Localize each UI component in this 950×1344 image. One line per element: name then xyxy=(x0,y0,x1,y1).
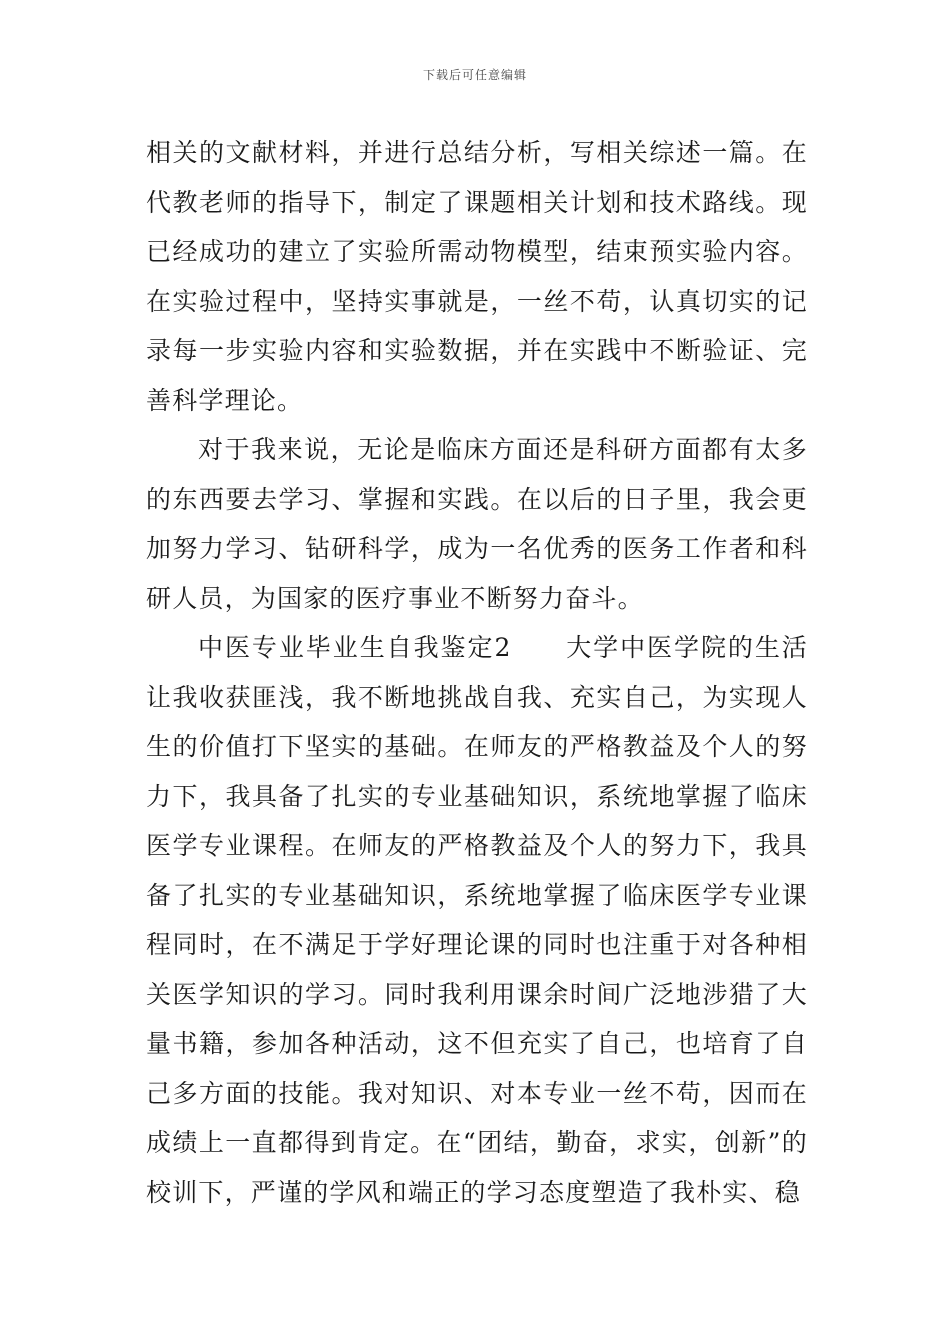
page-header: 下载后可任意编辑 xyxy=(422,68,527,82)
paragraph-self-evaluation-2: 中医专业毕业生自我鉴定2 大学中医学院的生活让我收获匪浅，我不断地挑战自我、充实自己，为实现人生的价值打下坚实的基础。在师友的严格教益及个人的努力下，我具备了扎实的专业基础知识，系统地掌握了临床医学专业课程。在师友的严格教益及个人的努力下，我具备了扎实的专业基础知识，系统地掌握了临床医学专业课程同时，在不满足于学好理论课的同时也注重于对各种相关医学知识的学习。同时我利用课余时间广泛地涉猎了大量书籍，参加各种活动，这不但充实了自己，也培育了自己多方面的技能。我对知识、对本专业一丝不苟，因而在成绩上一直都得到肯定。在“团结，勤奋，求实，创新”的校训下，严谨的学风和端正的学习态度塑造了我朴实、稳 xyxy=(146,633,808,1207)
paragraph-future-goals: 对于我来说，无论是临床方面还是科研方面都有太多的东西要去学习、掌握和实践。在以后的日子里，我会更加努力学习、钻研科学，成为一名优秀的医务工作者和科研人员，为国家的医疗事业不断努力奋斗。 xyxy=(146,435,808,613)
document-body xyxy=(146,128,808,1217)
paragraph-research-continuation: 相关的文献材料，并进行总结分析，写相关综述一篇。在代教老师的指导下，制定了课题相关计划和技术路线。现已经成功的建立了实验所需动物模型，结束预实验内容。在实验过程中，坚持实事就是，一丝不苟，认真切实的记录每一步实验内容和实验数据，并在实践中不断验证、完善科学理论。 xyxy=(146,138,808,415)
